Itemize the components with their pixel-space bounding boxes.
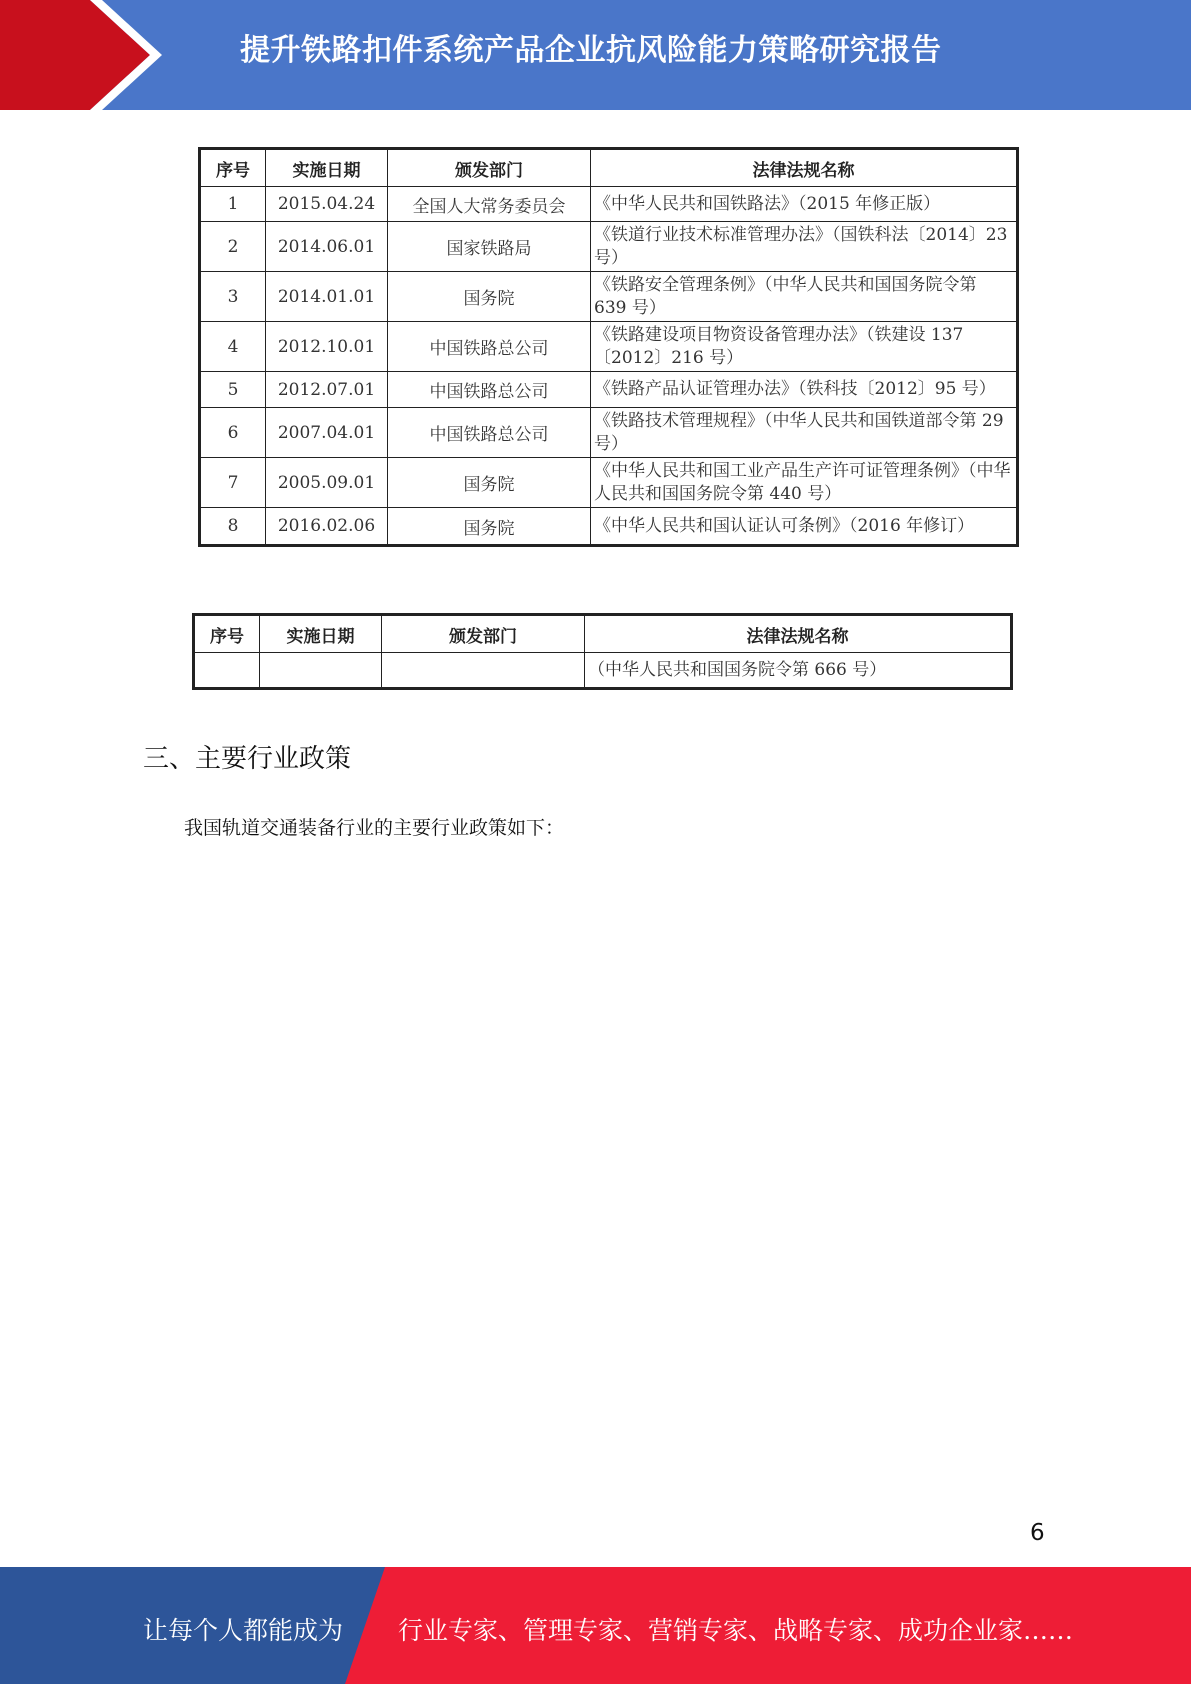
- cell-department: 国务院: [388, 458, 591, 508]
- cell-department: 全国人大常务委员会: [388, 187, 591, 222]
- cell-department: 中国铁路总公司: [388, 372, 591, 408]
- header-regulation-name: 法律法规名称: [591, 149, 1018, 187]
- footer-slogan-right: 行业专家、管理专家、营销专家、战略专家、成功企业家……: [398, 1616, 1074, 1645]
- cell-index: 4: [200, 322, 266, 372]
- cell-date: 2016.02.06: [266, 508, 388, 546]
- header-department: 颁发部门: [388, 149, 591, 187]
- cell-index: 8: [200, 508, 266, 546]
- cell-department: 中国铁路总公司: [388, 408, 591, 458]
- cell-regulation-name: 《中华人民共和国认证认可条例》（2016 年修订）: [591, 508, 1018, 546]
- table-row: [200, 222, 1018, 272]
- cell-date: 2014.06.01: [266, 222, 388, 272]
- cell-department: 中国铁路总公司: [388, 322, 591, 372]
- cell-index: 1: [200, 187, 266, 222]
- cell-index: 5: [200, 372, 266, 408]
- table-row: [200, 272, 1018, 322]
- header-index: 序号: [200, 149, 266, 187]
- cell-index: 7: [200, 458, 266, 508]
- cell-regulation-name: 《铁路安全管理条例》（中华人民共和国国务院令第 639 号）: [591, 272, 1018, 322]
- cell-index: 3: [200, 272, 266, 322]
- cell-department: 国务院: [388, 272, 591, 322]
- cell-index: [194, 653, 260, 689]
- footer-slogan-left: 让每个人都能成为: [143, 1616, 344, 1645]
- table-row: [200, 322, 1018, 372]
- page-footer: [0, 1567, 1191, 1684]
- cell-index: 2: [200, 222, 266, 272]
- table-header-row: [200, 149, 1018, 187]
- cell-date: 2007.04.01: [266, 408, 388, 458]
- page-number: 6: [1030, 1520, 1045, 1546]
- header-index: 序号: [194, 615, 260, 653]
- cell-date: 2015.04.24: [266, 187, 388, 222]
- document-title: 提升铁路扣件系统产品企业抗风险能力策略研究报告: [240, 33, 942, 68]
- cell-department: [382, 653, 585, 689]
- cell-index: 6: [200, 408, 266, 458]
- cell-regulation-name: 《铁道行业技术标准管理办法》（国铁科法〔2014〕23 号）: [591, 222, 1018, 272]
- section-heading: 三、主要行业政策: [143, 744, 352, 774]
- table-row: [200, 508, 1018, 546]
- header-date: 实施日期: [266, 149, 388, 187]
- cell-date: 2012.10.01: [266, 322, 388, 372]
- cell-regulation-name: （中华人民共和国国务院令第 666 号）: [585, 653, 1012, 689]
- header-date: 实施日期: [260, 615, 382, 653]
- table-row: [200, 408, 1018, 458]
- cell-regulation-name: 《铁路产品认证管理办法》（铁科技〔2012〕95 号）: [591, 372, 1018, 408]
- cell-department: 国务院: [388, 508, 591, 546]
- cell-department: 国家铁路局: [388, 222, 591, 272]
- table-row: [200, 372, 1018, 408]
- table-row: [194, 653, 1012, 689]
- cell-regulation-name: 《中华人民共和国铁路法》（2015 年修正版）: [591, 187, 1018, 222]
- cell-date: [260, 653, 382, 689]
- header-department: 颁发部门: [382, 615, 585, 653]
- table-row: [200, 458, 1018, 508]
- cell-regulation-name: 《铁路技术管理规程》（中华人民共和国铁道部令第 29 号）: [591, 408, 1018, 458]
- cell-regulation-name: 《中华人民共和国工业产品生产许可证管理条例》（中华人民共和国国务院令第 440 号）: [591, 458, 1018, 508]
- table-row: [200, 187, 1018, 222]
- regulations-table: [198, 147, 1019, 547]
- regulations-table-continued: [192, 613, 1013, 690]
- section-paragraph: 我国轨道交通装备行业的主要行业政策如下：: [184, 817, 565, 839]
- cell-date: 2012.07.01: [266, 372, 388, 408]
- cell-regulation-name: 《铁路建设项目物资设备管理办法》（铁建设 137〔2012〕216 号）: [591, 322, 1018, 372]
- cell-date: 2014.01.01: [266, 272, 388, 322]
- header-regulation-name: 法律法规名称: [585, 615, 1012, 653]
- cell-date: 2005.09.01: [266, 458, 388, 508]
- table-header-row: [194, 615, 1012, 653]
- page-header: [0, 0, 1191, 110]
